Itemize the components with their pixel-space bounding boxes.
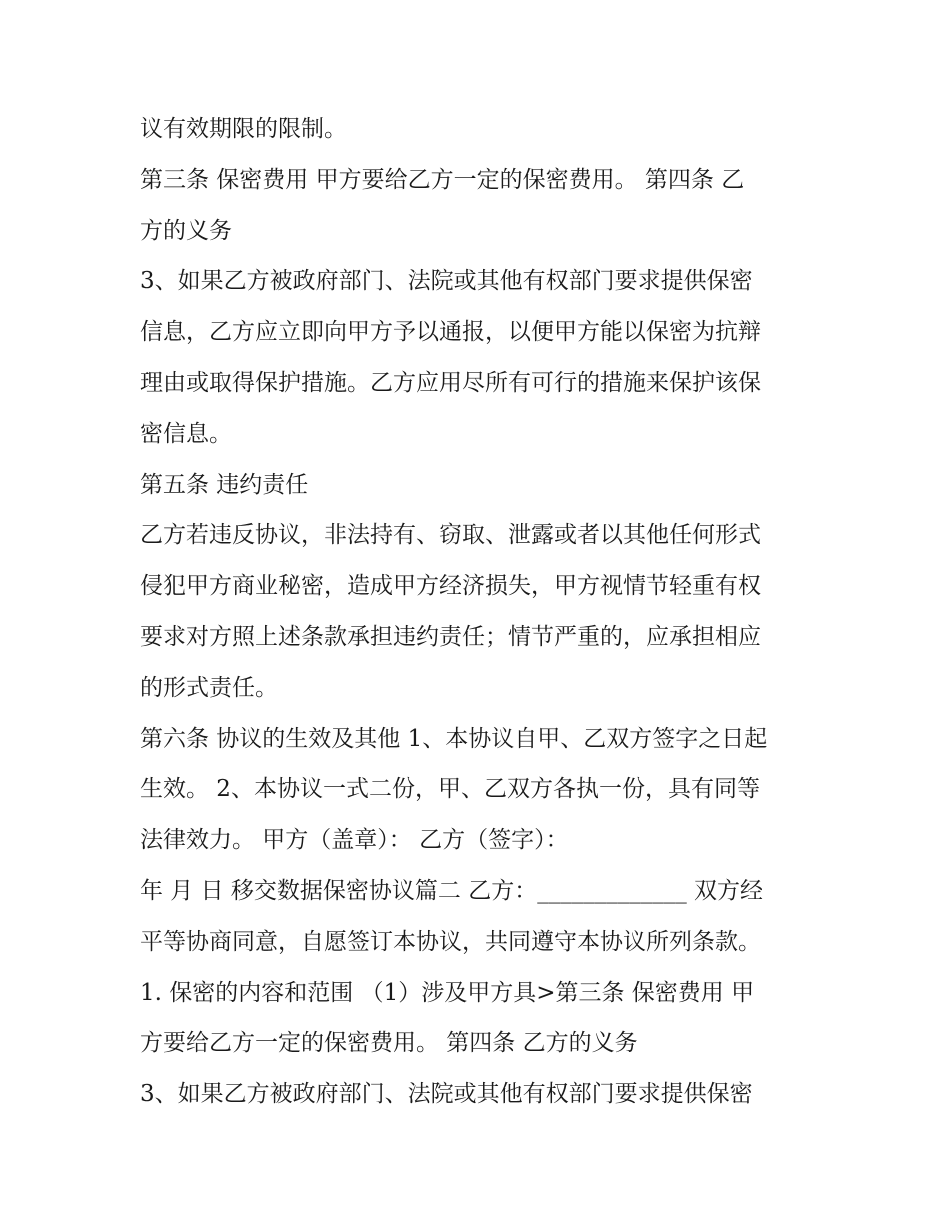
text-line: 议有效期限的限制。 — [140, 116, 347, 142]
document-body — [140, 104, 830, 1120]
text-line: 乙方若违反协议，非法持有、窃取、泄露或者以其他任何形式 — [140, 522, 761, 549]
text-line: 要求对方照上述条款承担违约责任；情节严重的，应承担相应 — [140, 623, 761, 650]
text-line: 3、如果乙方被政府部门、法院或其他有权部门要求提供保密 — [140, 1081, 753, 1108]
text-line: 方的义务 — [140, 217, 232, 244]
text-line: 信息，乙方应立即向甲方予以通报，以便甲方能以保密为抗辩 — [140, 319, 761, 346]
text-line: 1. 保密的内容和范围 （1）涉及甲方具>第三条 保密费用 甲 — [140, 979, 755, 1006]
text-line: 的形式责任。 — [140, 674, 278, 701]
text-line: 方要给乙方一定的保密费用。 第四条 乙方的义务 — [140, 1030, 638, 1057]
text-line: 3、如果乙方被政府部门、法院或其他有权部门要求提供保密 — [140, 268, 753, 295]
text-line: 法律效力。 甲方（盖章）： 乙方（签字）： — [140, 827, 569, 854]
text-line: 侵犯甲方商业秘密，造成甲方经济损失，甲方视情节轻重有权 — [140, 573, 761, 600]
text-line: 平等协商同意，自愿签订本协议，共同遵守本协议所列条款。 — [140, 928, 761, 955]
text-line: 第三条 保密费用 甲方要给乙方一定的保密费用。 第四条 乙 — [140, 166, 745, 193]
text-line: 年 月 日 移交数据保密协议篇二 乙方：_____________ 双方经 — [140, 877, 764, 904]
text-line: 生效。 2、本协议一式二份，甲、乙双方各执一份，具有同等 — [140, 776, 760, 803]
text-line: 第六条 协议的生效及其他 1、本协议自甲、乙双方签字之日起 — [140, 725, 768, 752]
text-line: 理由或取得保护措施。乙方应用尽所有可行的措施来保护该保 — [140, 369, 761, 396]
text-line: 第五条 违约责任 — [140, 471, 309, 498]
text-line: 密信息。 — [140, 420, 232, 447]
